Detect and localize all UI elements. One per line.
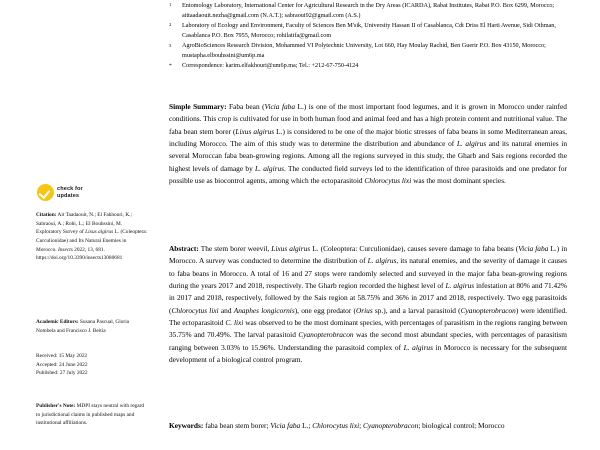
citation-block [36,211,148,263]
correspondence-item [169,61,567,71]
affiliations-list [169,1,567,71]
article-sidebar [36,0,148,450]
academic-editors-text: Susana Pascual, Gloria Nombela and Francisco J. Beitia [36,319,130,334]
simple-summary-heading: Simple Summary: [169,102,227,111]
abstract-text: The stem borer weevil, Lixus algirus L. (Coleoptera: Curculionidae), causes severe damage to faba beans (Vicia faba L.) in Morocco. A survey was conducted to determine the distribution of L. algirus, its natural enemies, and the severity of damage it causes to faba beans in Morocco. A total of 16 and 27 stops were randomly selected and surveyed in the major faba bean-growing regions during the years 2017 and 2018, respectively. The Gharb region recorded the highest level of L. algirus infestation at 80% and 71.42% in 2017 and 2018, respectively, followed by the Sais region at 58.75% and 36% in 2017 and 2018, respectively. Two egg parasitoids (Chlorocytus lixi and Anaphes longicornis), one egg predator (Orius sp.), and a larval parasitoid (Cyanopterobracon) were identified. The ectoparasitoid C. lixi was observed to be the most dominant species, with percentages of parasitism in the regions ranging between 35.75% and 70.49%. The larval parasitoid Cyanopterobracon was the second most abundant species, with percentages of parasitism ranging between 3.03% to 15.96%. Understanding the parasitoid complex of L. algirus in Morocco is necessary for the subsequent development of a biological control program. [169,244,568,364]
correspondence-marker: * [169,62,172,69]
publisher-note-block [36,402,148,428]
correspondence-text: Correspondence: karim.elfakhouri@um6p.ma; Tel.: +212-67-750-4124 [182,62,359,70]
affiliation-item [169,41,567,61]
publisher-note-text: MDPI stays neutral with regard to jurisdictional claims in published maps and institutional affiliations. [36,403,145,427]
abstract-section [169,243,567,366]
affiliation-text: Entomology Laboratory, International Center for Agricultural Research in the Dry Areas (ICARDA), Rabat Institutes, Rabat P.O. Box 6299, Morocco; aittaadaouit.nezha@gmail.com (N.A.T.); sabraoui92@gmail.com (A.S.) [182,2,555,20]
citation-label: Citation: [36,212,57,218]
simple-summary-text: Faba bean (Vicia faba L.) is one of the most important food legumes, and it is grown in Morocco under rainfed conditions. This crop is cultivated for use in both human food and animal feed and has a high protein content and nutritional value. The faba bean stem borer (Lixus algirus L.) is considered to be one of the major biotic stresses of faba beans in some Mediterranean areas, including Morocco. The aim of this study was to determine the distribution and abundance of L. algirus and its natural enemies in several Moroccan faba bean-growing regions. Among all the regions surveyed in this study, the Gharb and Sais regions recorded the highest levels of damage by L. algirus. The conducted field surveys led to the identification of three parasitoids and one predator for possible use as biocontrol agents, among which the ectoparasitoid Chlorocytus lixi was the most dominant species. [169,102,567,185]
citation-text: Ait Taadaouit, N.; El Fakhouri, K.; Sabraoui, A.; Rohi, L.; El Bouhssini, M. Exploratory Survey of Lixus algirus L. (Coleoptera: Curculionidae) and Its Natural Enemies in Morocco. Insects 2022, 13, 681. https://doi.org/10.3390/insects13080681 [36,212,148,262]
academic-editors-label: Academic Editors: [36,319,79,325]
publisher-note-label: Publisher's Note: [36,403,76,409]
published-date: Published: 27 July 2022 [36,370,88,377]
received-date: Received: 15 May 2022 [36,353,88,359]
keywords-text: faba bean stem borer; Vicia faba L.; Chlorocytus lixi; Cyanopterobracon; biological control; Morocco [203,421,505,430]
publication-dates-block [36,352,148,378]
academic-editors-block [36,318,148,335]
simple-summary-section [169,101,567,187]
abstract-heading: Abstract: [169,244,199,253]
keywords-heading: Keywords: [169,421,204,430]
check-for-updates-badge[interactable] [37,184,83,201]
affiliation-text: AgroBioSciences Research Division, Mohammed VI Polytechnic University, Lot 660, Hay Moulay Rachid, Ben Guerir P.O. Box 43150, Morocco; mustapha.elbouhssini@um6p.ma [182,42,546,60]
affiliation-marker: 3 [169,42,172,48]
check-circle-icon [37,184,54,201]
affiliation-item [169,21,567,41]
keywords-section [169,420,567,432]
badge-line-2: updates [57,192,80,199]
badge-line-1: check for [57,185,83,192]
accepted-date: Accepted: 24 June 2022 [36,361,88,368]
checkmark-icon [39,186,51,198]
affiliation-marker: 2 [169,22,172,28]
affiliation-item [169,1,567,21]
affiliation-text: Laboratory of Ecology and Environment, Faculty of Sciences Ben M'sik, University Hassan II of Casablanca, Cdt Driss El Harti Avenue, Sidi Othman, Casablanca P.O. Box 7955, Morocco; rohilatifa@gmail.com [182,22,556,40]
affiliation-marker: 1 [169,2,172,8]
check-for-updates-label [57,186,83,199]
